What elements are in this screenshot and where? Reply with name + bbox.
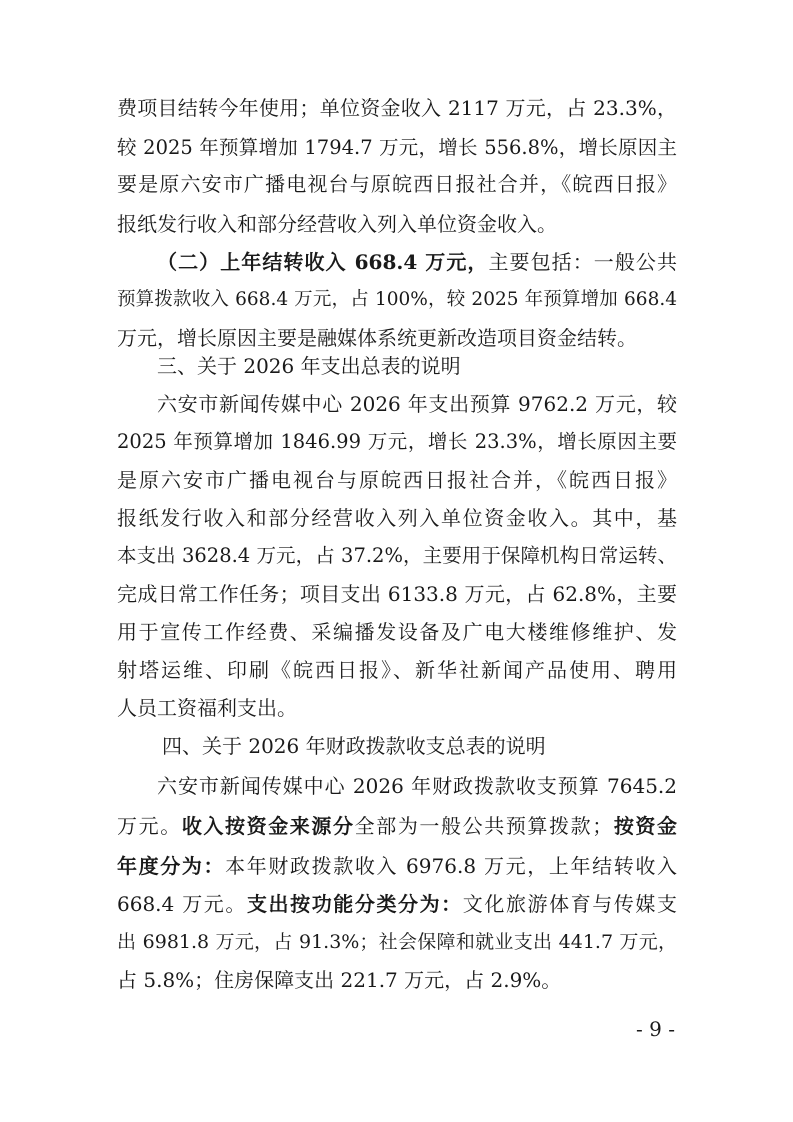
paragraph-line: 六安市新闻传媒中心 2026 年支出预算 9762.2 万元，较 bbox=[157, 392, 677, 416]
paragraph-line: 2025 年预算增加 1846.99 万元，增长 23.3%，增长原因主要 bbox=[117, 430, 677, 453]
bold-term: 年度分为： bbox=[117, 854, 226, 878]
paragraph-line: 射塔运维、印刷《皖西日报》、新华社新闻产品使用、聘用 bbox=[117, 658, 677, 682]
paragraph-line: 预算拨款收入 668.4 万元，占 100%，较 2025 年预算增加 668.4 bbox=[117, 289, 677, 310]
text-run: 万元。 bbox=[117, 814, 182, 838]
paragraph-line: 六安市新闻传媒中心 2026 年财政拨款收支预算 7645.2 bbox=[157, 774, 677, 798]
bold-term: 支出按功能分类分为： bbox=[246, 892, 463, 916]
paragraph-line: 报纸发行收入和部分经营收入列入单位资金收入。其中，基 bbox=[117, 506, 677, 530]
bold-term: 收入按资金来源分 bbox=[181, 814, 355, 838]
carryover-paragraph-first-line bbox=[157, 242, 677, 282]
text-run: 本年财政拨款收入 6976.8 万元，上年结转收入 bbox=[225, 854, 677, 878]
paragraph-line bbox=[117, 884, 677, 924]
text-run: 668.4 万元。 bbox=[117, 892, 247, 916]
paragraph-line: 万元，增长原因主要是融媒体系统更新改造项目资金结转。 bbox=[117, 326, 637, 350]
paragraph-line: 出 6981.8 万元，占 91.3%；社会保障和就业支出 441.7 万元， bbox=[117, 931, 677, 953]
section-heading: 三、关于 2026 年支出总表的说明 bbox=[157, 354, 461, 378]
text-run: 文化旅游体育与传媒支 bbox=[462, 892, 678, 916]
text-run: 全部为一般公共预算拨款； bbox=[354, 814, 613, 838]
paragraph-line: 较 2025 年预算增加 1794.7 万元，增长 556.8%，增长原因主 bbox=[117, 136, 677, 159]
page-number: - 9 - bbox=[636, 1017, 675, 1041]
carryover-text: 主要包括：一般公共 bbox=[488, 250, 677, 274]
carryover-heading: （二）上年结转收入 668.4 万元， bbox=[157, 250, 489, 274]
section-heading: 四、关于 2026 年财政拨款收支总表的说明 bbox=[162, 734, 546, 758]
bold-term: 按资金 bbox=[612, 814, 678, 838]
paragraph-line: 费项目结转今年使用；单位资金收入 2117 万元，占 23.3%， bbox=[117, 96, 677, 120]
paragraph-line: 人员工资福利支出。 bbox=[117, 696, 297, 720]
paragraph-line: 是原六安市广播电视台与原皖西日报社合并，《皖西日报》 bbox=[117, 468, 677, 492]
paragraph-line: 用于宣传工作经费、采编播发设备及广电大楼维修维护、发 bbox=[117, 620, 677, 644]
paragraph-line: 报纸发行收入和部分经营收入列入单位资金收入。 bbox=[117, 212, 557, 236]
paragraph-line: 要是原六安市广播电视台与原皖西日报社合并，《皖西日报》 bbox=[117, 172, 677, 196]
paragraph-line bbox=[117, 846, 677, 886]
paragraph-line: 完成日常工作任务；项目支出 6133.8 万元，占 62.8%，主要 bbox=[117, 582, 677, 606]
paragraph-line: 占 5.8%；住房保障支出 221.7 万元，占 2.9%。 bbox=[117, 968, 562, 992]
paragraph-line bbox=[117, 806, 677, 846]
paragraph-line: 本支出 3628.4 万元，占 37.2%，主要用于保障机构日常运转、 bbox=[117, 544, 677, 567]
